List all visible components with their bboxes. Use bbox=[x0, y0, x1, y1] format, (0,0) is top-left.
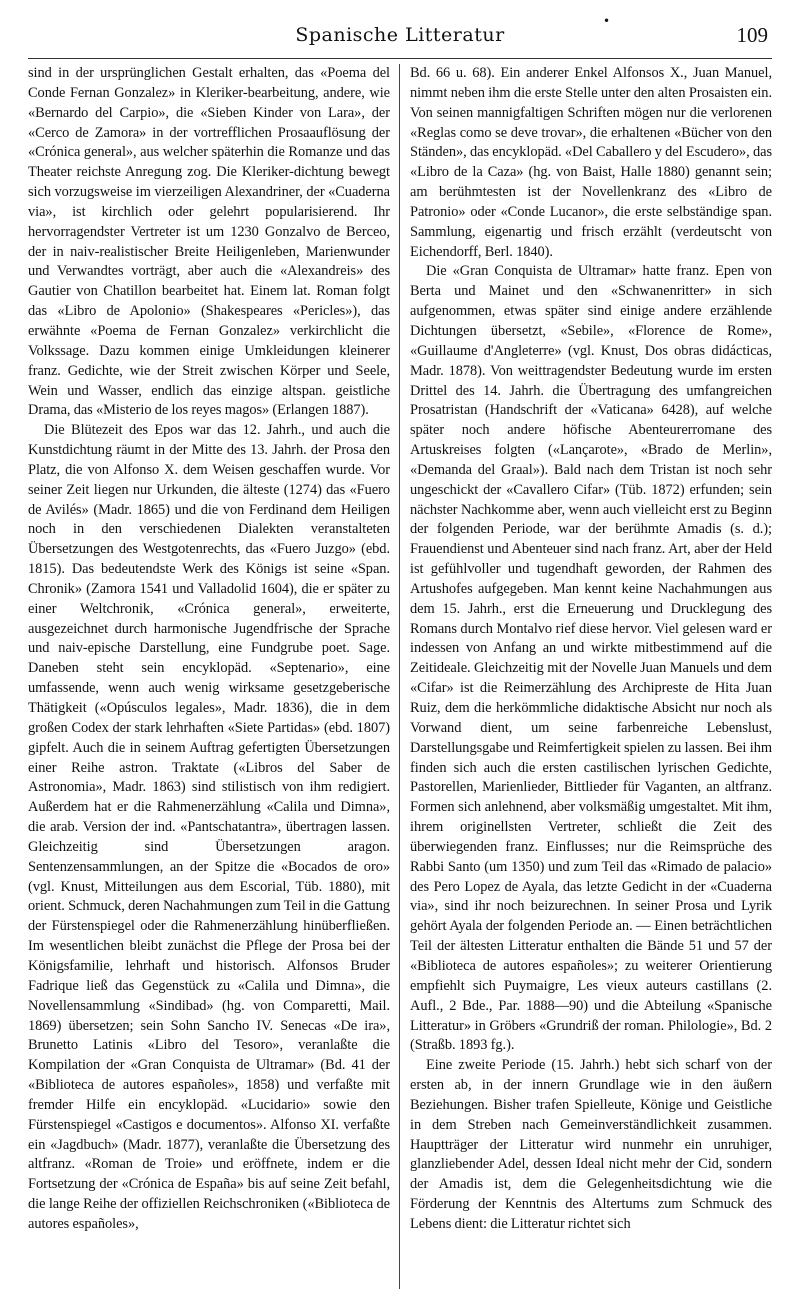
print-mark: • bbox=[603, 14, 611, 28]
running-title: Spanische Litteratur bbox=[295, 24, 505, 46]
paragraph: Die «Gran Conquista de Ultramar» hatte franz. Epen von Berta und Mainet und den «Schwanenritter» in sich aufgenommen, etwas später sind einige andere erzählende Dichtungen übersetzt, «Sebile», «Florence de Rome», «Guillaume d'Angleterre» (vgl. Knust, Dos obras didácticas, Madr. 1878). Von weittragendster Bedeutung wurde im ersten Drittel des 14. Jahrh. die Übertragung des umfangreichen Prosatristan (Handschrift der «Vaticana» 6428), auf welche später noch andere höfische Abenteurerromane des Artuskreises folgten («Lançarote», «Brado de Merlin», «Demanda del Graal»). Bald nach dem Tristan ist noch sehr ungeschickt der «Cavallero Cifar» (Tüb. 1872) erfunden; sein nächster Nachkomme aber, wenn auch vielleicht erst zu Beginn der folgenden Periode, war der berühmte Amadis (s. d.); Frauendienst und Abenteuer sind nach franz. Art, aber der Held ist gefühlvoller und tugendhaft geworden, der Rahmen des Artushofes aufgegeben. Man kennt keine Nachahmungen aus dem 15. Jahrh., erst die Erneuerung und Drucklegung des Romans durch Montalvo rief diese hervor. Viel gelesen ward er indessen von Anfang an und wirkte mitbestimmend auf die Zeitideale. Gleichzeitig mit der Novelle Juan Manuels und dem «Cifar» ist die Reimerzählung des Archipreste de Hita Juan Ruiz, dem die herkömmliche didaktische Absicht nur noch als Vorwand dient, um seine farbenreiche Lebenslust, Darstellungsgabe und Reimfertigkeit spielen zu lassen. Bei ihm finden sich auch die ersten castilischen lyrischen Gedichte, Pastorellen, Marienlieder, Bittlieder für Vaganten, an altfranz. Formen sich anlehnend, aber volksmäßig umgestaltet. Mit ihm, ihrem originellsten Vertreter, schließt die Zeit des überwiegenden franz. Einflusses; nur die Reimsprüche des Rabbi Santo (um 1350) und zum Teil das «Rimado de palacio» des Pero Lopez de Ayala, das letzte Gedicht in der «Cuaderna via», sind ihr noch beizurechnen. In seiner Prosa und Lyrik gehört Ayala der folgenden Periode an. — Einen beträchtlichen Teil der ältesten Litteratur enthalten die Bände 51 und 57 der «Biblioteca de autores españoles»; zu weiterer Orientierung empfiehlt sich Puymaigre, Les vieux auteurs castillans (2. Aufl., 2 Bde., Par. 1888—90) und die Abteilung «Spanische Litteratur» in Gröbers «Grundriß der roman. Philologie», Bd. 2 (Straßb. 1893 fg.). bbox=[410, 263, 772, 1054]
header-rule bbox=[28, 58, 772, 59]
paragraph: Bd. 66 u. 68). Ein anderer Enkel Alfonsos X., Juan Manuel, nimmt neben ihm die erste Stelle unter den alten Prosaisten ein. Von seinen mannigfaltigen Schriften mögen nur die verlorenen «Reglas como se deve trovar», die erhaltenen «Bücher von den Ständen», das encyklopäd. «Del Caballero y del Escudero», das «Libro de la Caza» (hg. von Baist, Halle 1880) genannt sein; am berühmtesten ist der Novellenkranz des «Libro de Patronio» oder «Conde Lucanor», die erste selbständige span. Sammlung, eigenartig und frisch erzählt (verdeutscht von Eichendorff, Berl. 1840). bbox=[410, 65, 772, 260]
text-columns bbox=[28, 64, 772, 1294]
paragraph: Eine zweite Periode (15. Jahrh.) hebt sich scharf von der ersten ab, in der innern Grundlage wie in den äußern Beziehungen. Bisher trafen Spielleute, Könige und Geistliche in dem Streben nach Gemeinverständlichkeit zusammen. Hauptträger der Litteratur wird nunmehr ein unruhiger, glanzliebender Adel, dessen Ideal nicht mehr der Cid, sondern der Amadis ist, dem die Gelegenheitsdichtung wie die Förderung der Kenntnis des Altertums zum Schmuck des Lebens dient: die Litteratur richtet sich bbox=[410, 1057, 772, 1232]
right-column bbox=[410, 64, 772, 1294]
left-column bbox=[28, 64, 390, 1294]
page-header bbox=[28, 14, 772, 54]
paragraph: sind in der ursprünglichen Gestalt erhalten, das «Poema del Conde Fernan Gonzalez» in Kleriker-bearbeitung, andere, wie «Bernardo del Carpio», die «Sieben Kinder von Lara», der «Cerco de Zamora» in der vortrefflichen Prosaauflösung der «Crónica general», aus welcher späterhin die Romanze und das Theater reichste Anregung zog. Die Kleriker-dichtung bewegt sich vorzugsweise im vierzeiligen Alexandriner, der «Cuaderna via», ist kirchlich oder gelehrt popularisierend. Ihr hervorragendster Vertreter ist um 1230 Gonzalvo de Berceo, der in naiv-realistischer Breite Heiligenleben, Marienwunder und Verwandtes vorträgt, aber auch die «Alexandreis» des Gautier von Chatillon bearbeitet hat. Einem lat. Roman folgt das «Libro de Apolonio» (Shakespeares «Pericles»), das erwähnte «Poema de Fernan Gonzalez» verkirchlicht die Volkssage. Dazu kommen einige Umkleidungen kleinerer franz. Gedichte, wie der Streit zwischen Körper und Seele, Wein und Wasser, endlich das einzige altspan. geistliche Drama, das «Misterio de los reyes magos» (Erlangen 1887). bbox=[28, 65, 390, 419]
column-divider bbox=[399, 64, 400, 1289]
page-number: 109 bbox=[736, 23, 768, 47]
paragraph: Die Blütezeit des Epos war das 12. Jahrh., und auch die Kunstdichtung räumt in der Mitte des 13. Jahrh. der Prosa den Platz, die von Alfonso X. dem Weisen geschaffen wurde. Vor seiner Zeit liegen nur Urkunden, die älteste (1274) das «Fuero de Avilés» (Madr. 1865) und die von Ferdinand dem Heiligen noch in den verschiedenen Dialekten veranstalteten Übersetzungen des Westgotenrechts, das «Fuero Juzgo» (ebd. 1815). Das bedeutendste Werk des Königs ist seine «Span. Chronik» (Zamora 1541 und Valladolid 1604), die er später zu einer Weltchronik, «Crónica general», erweiterte, ausgezeichnet durch harmonische Jugendfrische der Sprache und naiv-epische Darstellung, eine Fundgrube poet. Sage. Daneben steht sein encyklopäd. «Septenario», eine umfassende, wenn auch wenig wirksame gesetzgeberische Thätigkeit («Opúsculos legales», Madr. 1836), die in dem großen Codex der stark lehrhaften «Siete Partidas» (ebd. 1807) gipfelt. Auch die in seinem Auftrag gefertigten Übersetzungen einer Reihe astron. Traktate («Libros del Saber de Astronomia», Madr. 1863) sind stilistisch von ihm redigiert. Außerdem hat er die Rahmenerzählung «Calila und Dimna», die arab. Version der ind. «Pantschatantra», übertragen lassen. Gleichzeitig sind Übersetzungen aragon. Sentenzensammlungen, an der Spitze die «Bocados de oro» (vgl. Knust, Mitteilungen aus dem Escorial, Tüb. 1880), mit orient. Schmuck, deren Nachahmungen zum Teil in die Gattung der Fürstenspiegel oder die Rahmenerzählung hinüberfließen. Im wesentlichen bleibt zunächst die Pflege der Prosa bei der Königsfamilie, lehrhaft und historisch. Alfonsos Bruder Fadrique ließ das Gegenstück zu «Calila und Dimna», die Novellensammlung «Sindibad» (hg. von Comparetti, Mail. 1869) übersetzen; sein Sohn Sancho IV. Senecas «De ira», Brunetto Latinis «Libro del Tesoro», veranlaßte die Kompilation der «Gran Conquista de Ultramar» (Bd. 41 der «Biblioteca de autores españoles», 1858) und verfaßte mit fremder Hilfe ein encyklopäd. «Lucidario» sowie den Fürstenspiegel «Castigos e documentos». Alfonso XI. verfaßte ein «Jagdbuch» (Madr. 1877), veranlaßte die Übersetzung des altfranz. «Roman de Troie» und eröffnete, indem er die Fortsetzung der «Crónica de España» bis auf seine Zeit befahl, die lange Reihe der offiziellen Reichschroniken («Biblioteca de autores españoles», bbox=[28, 422, 390, 1232]
